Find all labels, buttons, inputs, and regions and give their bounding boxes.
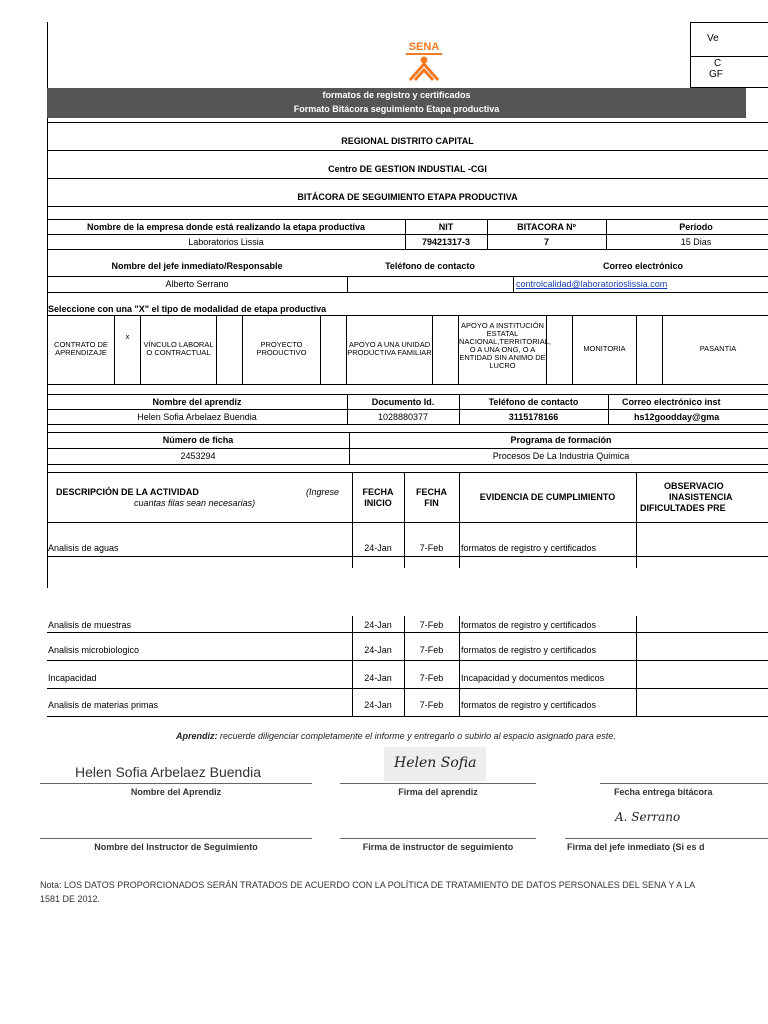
obs-label-3: DIFICULTADES PRE (640, 503, 726, 513)
documento-value: 1028880377 (377, 412, 429, 422)
table-row-fin: 7-Feb (419, 645, 444, 655)
table-row-inicio: 24-Jan (364, 620, 392, 630)
table-row-evidencia: formatos de registro y certificados (461, 620, 597, 630)
reminder-bold: Aprendiz: (176, 731, 218, 741)
programa-value: Procesos De La Industria Quimica (492, 451, 630, 461)
modalidad-option-label: CONTRATO DE APRENDIZAJE (54, 340, 108, 357)
table-row-inicio: 24-Jan (364, 543, 392, 553)
aprendiz-label: Nombre del aprendiz (152, 397, 242, 407)
table-row-evidencia: formatos de registro y certificados (461, 700, 597, 710)
nit-label: NIT (438, 222, 454, 232)
table-row-inicio: 24-Jan (364, 673, 392, 683)
jefe-correo-value[interactable]: controlcalidad@laboratorioslissia.com (516, 279, 668, 289)
fin-label-1: FECHA (416, 487, 447, 497)
desc-hint-b: cuantas filas sean necesarias) (134, 498, 256, 508)
firma-instructor-label: Firma de instructor de seguimiento (362, 842, 514, 852)
aprendiz-name-signature: Helen Sofia Arbelaez Buendia (75, 764, 262, 780)
band-line-1: formatos de registro y certificados (322, 90, 471, 100)
centro-title: Centro DE GESTION INDUSTIAL -CGI (328, 164, 487, 174)
desc-hint-a: (Ingrese (306, 487, 340, 497)
reminder-body: recuerde diligenciar completamente el informe y entregarlo o subirlo al espacio asignado para este. (220, 731, 616, 741)
table-row-evidencia: formatos de registro y certificados (461, 543, 597, 553)
reminder-text (176, 731, 616, 741)
nit-value: 79421317-3 (421, 237, 471, 247)
evidencia-label: EVIDENCIA DE CUMPLIMIENTO (479, 492, 616, 502)
aprendiz-signature-box (384, 747, 486, 781)
bitacora-title: BITÁCORA DE SEGUIMIENTO ETAPA PRODUCTIVA (297, 192, 518, 202)
table-row-inicio: 24-Jan (364, 700, 392, 710)
aprendiz-signature: Helen Sofia (394, 755, 477, 771)
table-row-actividad: Analisis de aguas (48, 543, 119, 553)
inicio-label-2: INICIO (364, 498, 392, 508)
table-row-actividad: Analisis de muestras (48, 620, 132, 630)
aprendiz-telefono-value: 3115178166 (508, 412, 559, 422)
version-box (690, 22, 768, 88)
modalidad-option-label: PASANTIA (699, 344, 737, 353)
version-label: Ve (707, 33, 719, 44)
obs-label-1: OBSERVACIO (664, 481, 724, 491)
jefe-label: Nombre del jefe inmediato/Responsable (111, 261, 283, 271)
header-band (47, 88, 746, 118)
aprendiz-telefono-label: Teléfono de contacto (488, 397, 579, 407)
sena-logo (398, 36, 450, 86)
aprendiz-value: Helen Sofia Arbelaez Buendia (137, 412, 257, 422)
jefe-correo-label: Correo electrónico (602, 261, 684, 271)
table-row-evidencia: formatos de registro y certificados (461, 645, 597, 655)
code-label: C (714, 58, 722, 69)
aprendiz-correo-value: hs12goodday@gma (634, 412, 720, 422)
sena-logo-text: SENA (408, 41, 440, 53)
table-row-fin: 7-Feb (419, 620, 444, 630)
empresa-label: Nombre de la empresa donde está realizando la etapa productiva (86, 222, 366, 232)
modalidad-option-mark[interactable]: x (125, 332, 130, 341)
inicio-label-1: FECHA (362, 487, 394, 497)
ficha-value: 2453294 (180, 451, 216, 461)
nombre-instructor-label: Nombre del Instructor de Seguimiento (94, 842, 258, 852)
table-row-evidencia: Incapacidad y documentos medicos (461, 673, 605, 683)
periodo-label: Período (679, 222, 713, 232)
nota-line-2: 1581 DE 2012. (40, 894, 101, 904)
regional-title: REGIONAL DISTRITO CAPITAL (341, 136, 474, 146)
modalidad-option-label: MONITORIA (583, 344, 626, 353)
table-row-fin: 7-Feb (419, 700, 444, 710)
jefe-signature: A. Serrano (615, 810, 681, 824)
table-row-fin: 7-Feb (419, 543, 444, 553)
modalidad-heading: Seleccione con una "X" el tipo de modalidad de etapa productiva (48, 304, 327, 314)
aprendiz-correo-label: Correo electrónico inst (622, 397, 721, 407)
empresa-value: Laboratorios Lissia (188, 237, 264, 247)
table-row-actividad: Analisis de materias primas (48, 700, 159, 710)
jefe-correo-link[interactable] (516, 279, 667, 289)
fecha-entrega-label: Fecha entrega bitácora (614, 787, 713, 797)
table-row-inicio: 24-Jan (364, 645, 392, 655)
bitacora-num-label: BITACORA Nº (517, 222, 576, 232)
jefe-value: Alberto Serrano (165, 279, 229, 289)
band-line-2: Formato Bitácora seguimiento Etapa productiva (293, 104, 500, 114)
jefe-telefono-label: Teléfono de contacto (385, 261, 475, 271)
gf-label: GF (709, 69, 723, 80)
firma-aprendiz-label: Firma del aprendiz (398, 787, 478, 797)
programa-label: Programa de formación (510, 435, 612, 445)
nombre-aprendiz-label: Nombre del Aprendiz (130, 787, 222, 797)
documento-label: Documento Id. (371, 397, 435, 407)
desc-label: DESCRIPCIÓN DE LA ACTIVIDAD (56, 487, 199, 497)
modalidad-option-label: APOYO A INSTITUCIÓN ESTATAL NACIONAL,TERRITORIAL, O A UNA ONG, O A ENTIDAD SIN ANIMO DE LUCRO (459, 321, 551, 370)
nota-line-1: Nota: LOS DATOS PROPORCIONADOS SERÁN TRATADOS DE ACUERDO CON LA POLÍTICA DE TRATAMIENTO DE DATOS PERSONALES DEL SENA Y A LA (40, 880, 696, 890)
modalidad-option-label: PROYECTO PRODUCTIVO (256, 340, 307, 357)
table-row-actividad: Incapacidad (48, 673, 97, 683)
firma-jefe-label: Firma del jefe inmediato (Si es d (567, 842, 705, 852)
bitacora-num-value: 7 (543, 237, 549, 247)
modalidad-option-label: APOYO A UNA UNIDAD PRODUCTIVA FAMILIAR (347, 340, 432, 357)
periodo-value: 15 Dias (680, 237, 712, 247)
obs-label-2: INASISTENCIA (669, 492, 733, 502)
ficha-label: Número de ficha (162, 435, 234, 445)
table-row-actividad: Analisis microbiologico (48, 645, 140, 655)
modalidad-option-label: VÍNCULO LABORAL O CONTRACTUAL (143, 340, 214, 357)
table-row-fin: 7-Feb (419, 673, 444, 683)
sena-logo-icon (398, 36, 450, 86)
fin-label-2: FIN (424, 498, 439, 508)
